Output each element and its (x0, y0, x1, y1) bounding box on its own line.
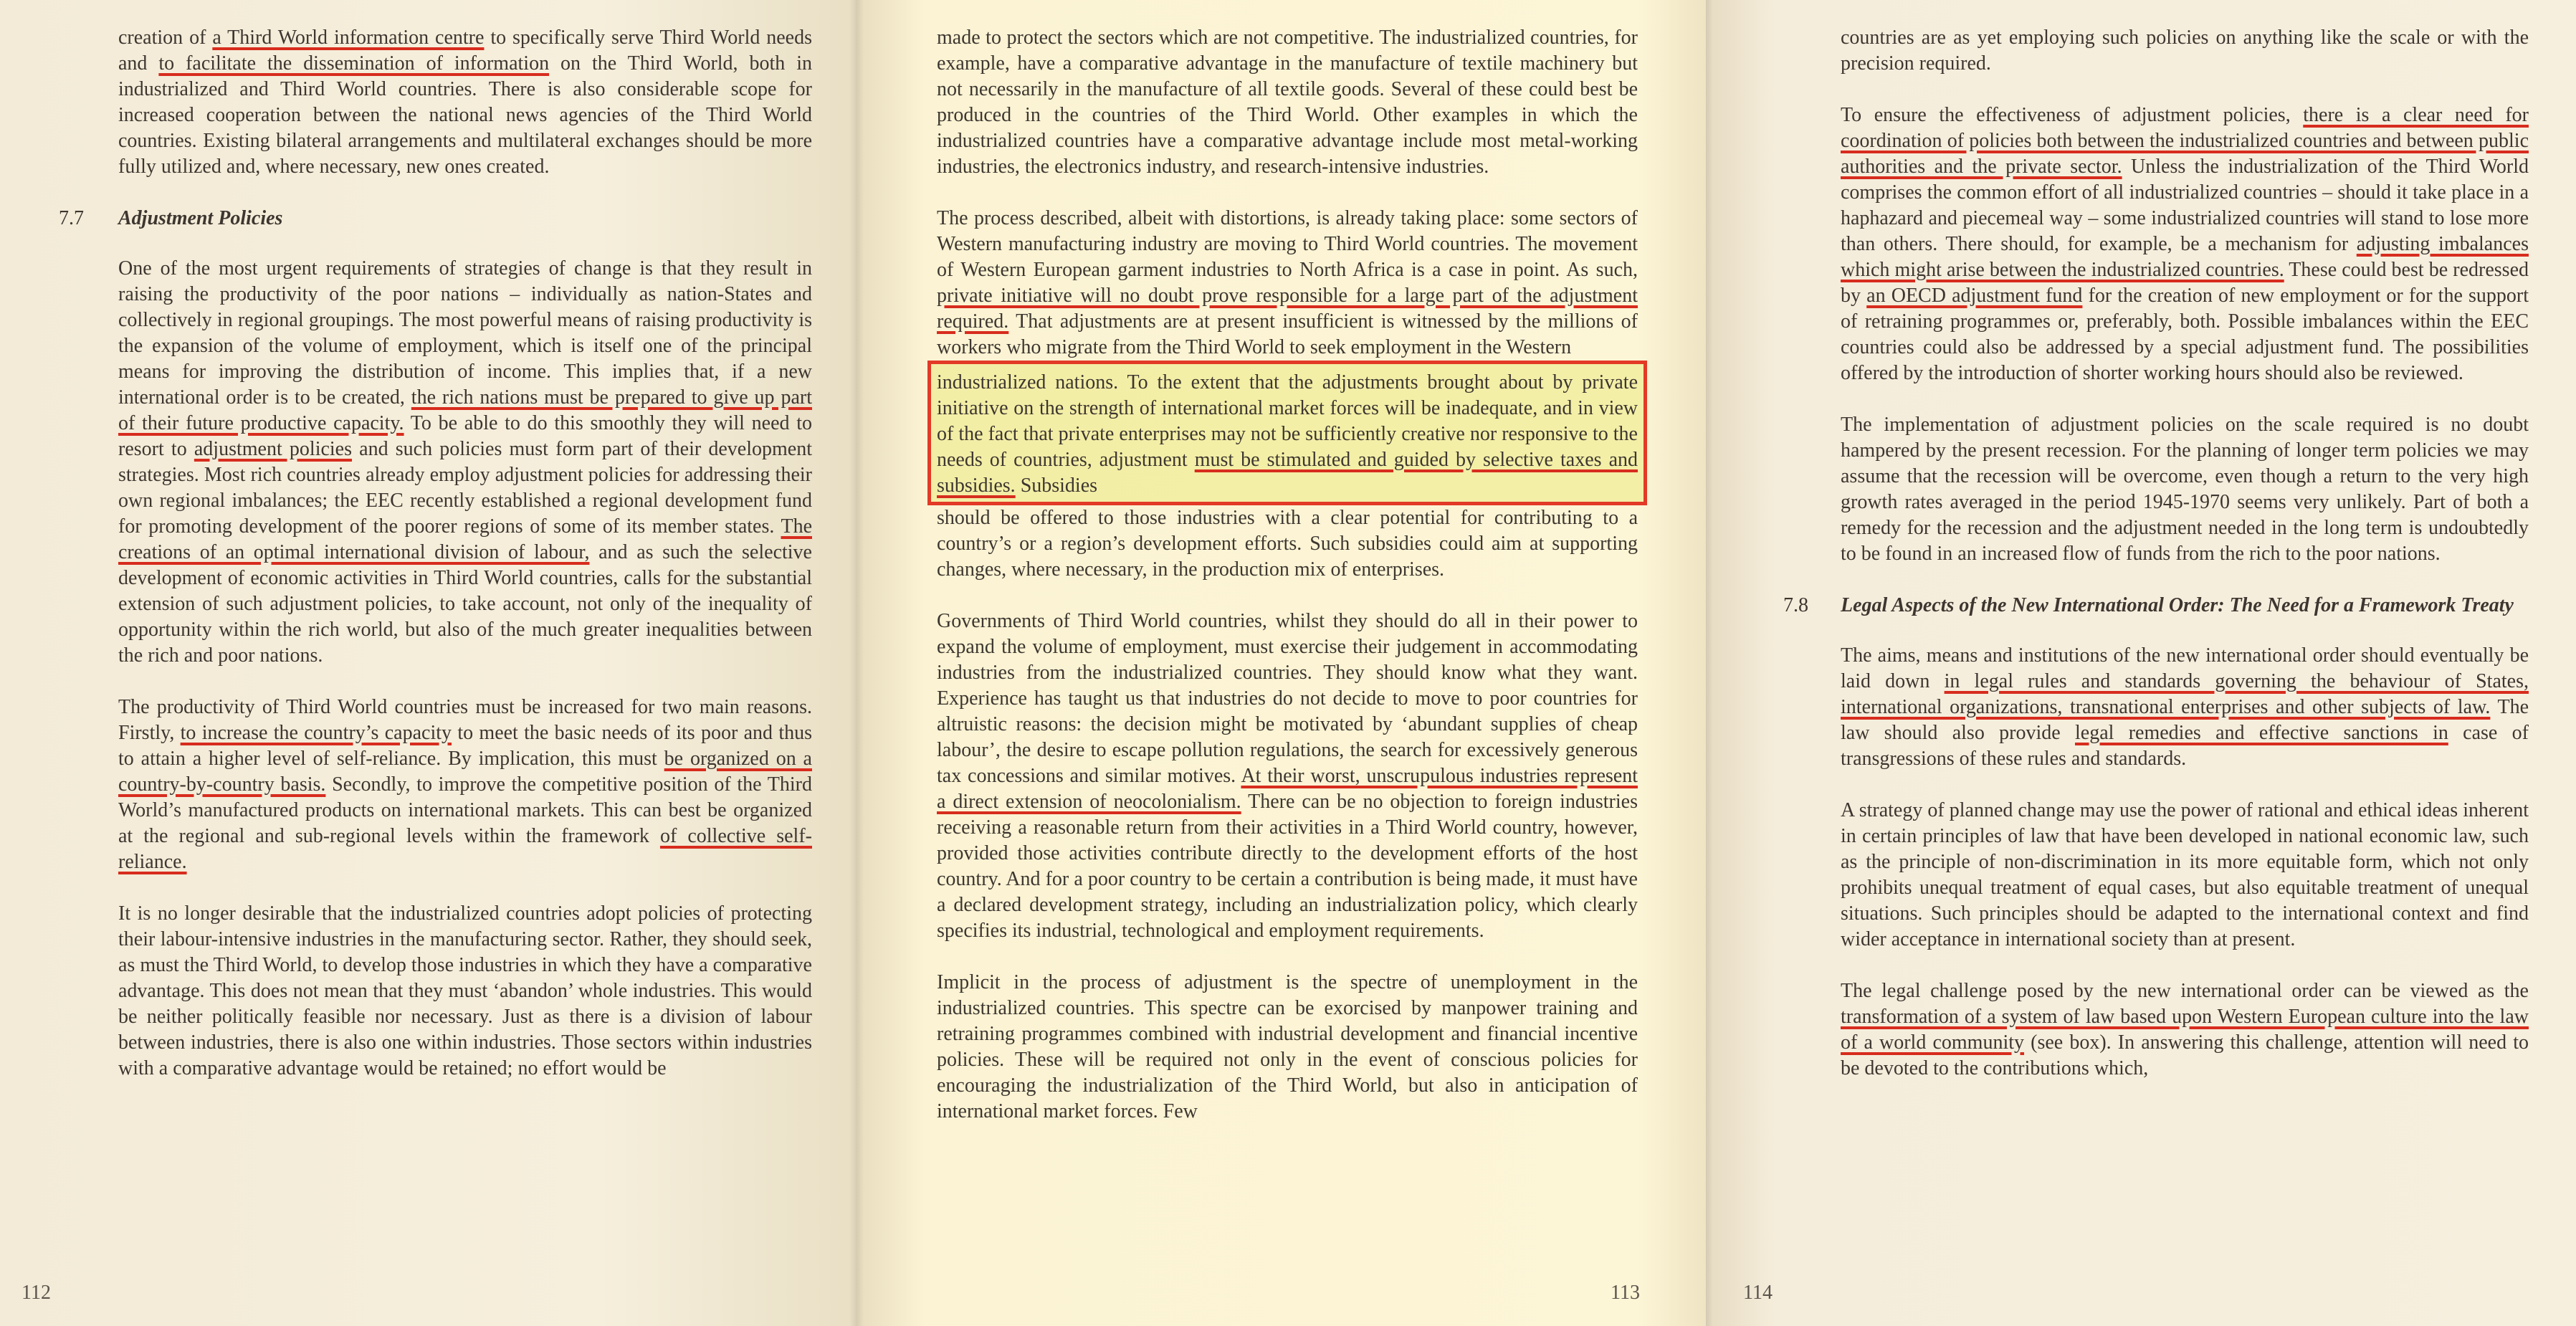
page-number: 112 (22, 1282, 51, 1304)
paragraph (118, 256, 812, 669)
underlined-text: to facilitate the dissemination of information (158, 52, 550, 75)
text-run: The aims, means and institutions of the new international order should eventually be laid down (1841, 644, 2529, 692)
paragraph (1841, 643, 2529, 772)
section-title: Legal Aspects of the New International Order: The Need for a Framework Treaty (1841, 594, 2514, 616)
text-run: It is no longer desirable that the industrialized countries adopt policies of protecting their labour-intensive industries in the manufacturing sector. Rather, they should seek, as must the Third World, to develop those industries in which they have a comparative advantage. This does not mean that they must ‘abandon’ whole industries. This would be neither politically feasible nor necessary. Just as there is a division of labour between industries, there is also one within industries. Those sectors within industries with a comparative advantage would be retained; no effort would be (118, 902, 812, 1079)
text-run: for the creation of new employment or for the support of retraining programmes or, preferably, both. Possible imbalances within the EEC countries could also be addressed by a special adjustment fund. The possibilities offered by the introduction of shorter working hours should also be reviewed. (1841, 285, 2529, 384)
underlined-text: an OECD adjustment fund (1866, 285, 2083, 307)
middle-page (857, 0, 1706, 1326)
text-run: To ensure the effectiveness of adjustment policies, (1841, 104, 2304, 126)
section-number: 7.7 (59, 207, 84, 229)
text-run: countries are as yet employing such policies on anything like the scale or with the precision required. (1841, 27, 2529, 75)
text-run: should be offered to those industries with a clear potential for contributing to a country’s or a region’s development efforts. Such subsidies could aim at supporting changes, where necessary, in the production mix of enterprises. (937, 507, 1638, 581)
underlined-text: transformation of a system of law based upon Western European culture into the law of a world community (1841, 1006, 2529, 1054)
text-run: The implementation of adjustment policies on the scale required is no doubt hampered by the present recession. For the planning of longer term policies we may assume that the recession will be overcome, even though a return to the very high growth rates averaged in the period 1945-1970 seems very unlikely. Part of both a remedy for the recession and the adjustment needed in the long term is undoubtedly to be found in an increased flow of funds from the rich to the poor nations. (1841, 414, 2529, 565)
paragraph (1841, 412, 2529, 567)
paragraph (1841, 102, 2529, 386)
text-run: One of the most urgent requirements of strategies of change is that they result in raising the productivity of the poor nations – individually as nation-States and collectively in regional groupings. The most powerful means of raising productivity is the expansion of the volume of employment, which is itself one of the principal means for improving the distribution of income. This implies that, if a new international order is to be created, (118, 257, 812, 409)
text-run: Secondly, to improve the competitive position of the Third World’s manufactured products on international markets. This can best be organized at the regional and sub-regional levels within the framework (118, 773, 812, 847)
right-page (1706, 0, 2576, 1326)
text-run: The law should also provide (1841, 696, 2529, 744)
underlined-text: be organized on a country-by-country basis. (118, 748, 812, 796)
underlined-text: private initiative will no doubt prove responsible for a large part of the adjustment required. (937, 285, 1638, 333)
text-run: case of transgressions of these rules and standards. (1841, 722, 2529, 770)
middle-page-column (937, 25, 1638, 1150)
paragraph-continuation (118, 25, 812, 180)
text-run: Implicit in the process of adjustment is the spectre of unemployment in the industrialized countries. This spectre can be exorcised by manpower training and retraining programmes combined with industrial development and financial incentive policies. These will be required not only in the event of conscious policies for encouraging the industrialization of the Third World, but also in anticipation of international market forces. Few (937, 971, 1638, 1122)
paragraph (1841, 978, 2529, 1082)
page-number: 113 (1611, 1282, 1640, 1304)
text-run: Governments of Third World countries, whilst they should do all in their power to expand the volume of employment, must exercise their judgement in accommodating industries from the industrialized countries. They should know what they want. Experience has taught us that industries do not decide to move to poor countries for altruistic reasons: the decision might be motivated by ‘abundant supplies of cheap labour’, the desire to escape pollution regulations, the search for excessively generous tax concessions and similar motives. (937, 610, 1638, 787)
right-page-column (1783, 25, 2529, 1107)
left-page (0, 0, 857, 1326)
text-run: industrialized nations. To the extent that the adjustments brought about by private initiative on the strength of international market forces will be inadequate, and in view of the fact that private enterprises may not be sufficiently creative nor responsive to the needs of countries, adjustment (937, 371, 1638, 471)
underlined-text: the rich nations must be prepared to give up part of their future productive capacity. (118, 386, 813, 434)
underlined-text: of collective self-reliance. (118, 825, 812, 873)
paragraph (118, 695, 812, 875)
underlined-text: adjusting imbalances which might arise between the industrialized countries. (1841, 233, 2529, 281)
underlined-text: legal remedies and effective sanctions in (2074, 722, 2448, 744)
underlined-text: At their worst, unscrupulous industries represent a direct extension of neocolonialism. (937, 765, 1638, 813)
paragraph (118, 901, 812, 1082)
section-number: 7.8 (1783, 594, 1808, 616)
paragraph (937, 206, 1638, 583)
paragraph-text (937, 207, 1638, 358)
text-run: creation of (118, 27, 213, 49)
page-number: 114 (1743, 1282, 1773, 1304)
text-run: The process described, albeit with distortions, is already taking place: some sectors of Western manufacturing industry are moving to Third World countries. The movement of Western European garment industries to North Africa is a case in point. As such, (937, 207, 1638, 281)
underlined-text: adjustment policies (194, 438, 352, 460)
text-run: (see box). In answering this challenge, attention will need to be devoted to the contributions which, (1841, 1031, 2529, 1079)
section-heading-7-7 (59, 206, 812, 232)
paragraph (937, 609, 1638, 944)
left-page-column (59, 25, 813, 1107)
text-run: Subsidies (1015, 474, 1098, 497)
text-run: and as such the selective development of economic activities in Third World countries, calls for the substantial extension of such adjustment policies, to take account, not only of the inequality of opportunity within the rich world, but also of the much greater inequalities between the rich and poor nations. (118, 541, 812, 667)
text-run: Unless the industrialization of the Third World comprises the common effort of all industrialized countries – should it take place in a haphazard and piecemeal way – some industrialized countries will stand to lose more than others. There should, for example, be a mechanism for (1841, 156, 2529, 255)
text-run: To be able to do this smoothly they will need to resort to (118, 412, 812, 460)
underlined-text: must be stimulated and guided by selective taxes and subsidies. (937, 449, 1638, 497)
text-run: made to protect the sectors which are not competitive. The industrialized countries, for example, have a comparative advantage in the manufacture of textile machinery but not necessarily in the manufacture of all textile goods. Several of these could best be produced in the countries of the Third World. Other examples in which the industrialized countries have a comparative advantage include most metal-working industries, the electronics industry, and research-intensive industries. (937, 27, 1638, 178)
paragraph (1841, 798, 2529, 953)
text-run: The productivity of Third World countries must be increased for two main reasons. Firstly, (118, 696, 812, 744)
text-run: on the Third World, both in industrialized and Third World countries. There is also considerable scope for increased cooperation between the national news agencies of the Third World countries. Existing bilateral arrangements and multilateral exchanges should be more fully utilized and, where necessary, new ones created. (118, 52, 812, 178)
text-run: and such policies must form part of their development strategies. Most rich countries already employ adjustment policies for addressing their own regional imbalances; the EEC recently established a regional development fund for promoting development of the poorer regions of some of its member states. (118, 438, 812, 538)
text-run: to specifically serve Third World needs and (118, 27, 813, 75)
underlined-text: in legal rules and standards governing the behaviour of States, international organizations, transnational enterprises and other subjects of law. (1841, 670, 2529, 718)
paragraph (937, 970, 1638, 1125)
highlighted-box (927, 361, 1647, 505)
text-run: There can be no objection to foreign industries receiving a reasonable return from their activities in a Third World country, however, provided those activities contribute directly to the development efforts of the host country. And for a poor country to be certain a contribution is being made, it must have a declared development strategy, including an industrialization policy, which clearly specifies its industrial, technological and employment requirements. (937, 791, 1638, 942)
section-heading-7-8 (1783, 593, 2529, 619)
underlined-text: The creations of an optimal international division of labour, (118, 515, 812, 563)
text-run: These could best be redressed by (1841, 259, 2529, 307)
paragraph (1841, 25, 2529, 77)
text-run: A strategy of planned change may use the power of rational and ethical ideas inherent in certain principles of law that have been developed in national economic law, such as the principle of non-discrimination in its more equitable form, which not only prohibits unequal treatment of equal cases, but also equitable treatment of unequal situations. Such principles should be adapted to the international context and find wider acceptance in international society than at present. (1841, 799, 2529, 950)
text-run: to meet the basic needs of its poor and thus to attain a higher level of self-reliance. By implication, this must (118, 722, 812, 770)
underlined-text: a Third World information centre (212, 27, 485, 49)
underlined-text: there is a clear need for coordination of policies both between the industrialized countries and between public authorities and the private sector. (1841, 104, 2529, 178)
paragraph-text (937, 507, 1638, 581)
text-run: That adjustments are at present insufficient is witnessed by the millions of workers who migrate from the Third World to seek employment in the Western (937, 310, 1638, 358)
underlined-text: to increase the country’s capacity (180, 722, 452, 744)
text-run: The legal challenge posed by the new international order can be viewed as the (1841, 980, 2529, 1002)
paragraph (937, 25, 1638, 180)
section-title: Adjustment Policies (118, 207, 283, 229)
